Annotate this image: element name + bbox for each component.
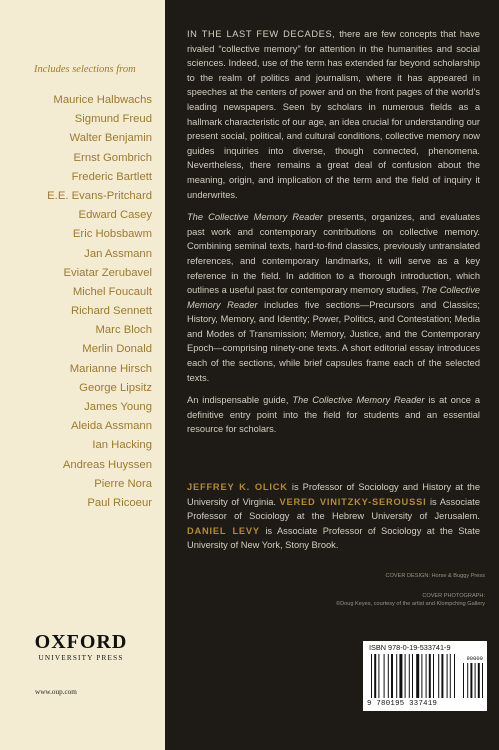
selections-heading: Includes selections from	[34, 64, 136, 75]
back-cover-main	[165, 0, 499, 750]
publisher-url: www.oup.com	[35, 688, 77, 696]
contributor-name: Pierre Nora	[94, 477, 152, 490]
editor-name: JEFFREY K. OLICK	[187, 482, 288, 492]
contributor-name: Marianne Hirsch	[69, 362, 152, 375]
back-cover-sidebar	[0, 0, 165, 750]
editor-name: VERED VINITZKY-SEROUSSI	[279, 496, 427, 507]
book-title-italic: The Collective Memory Reader	[187, 285, 481, 310]
publisher-logo	[26, 632, 136, 662]
book-title-italic: The Collective Memory Reader	[187, 212, 323, 223]
publisher-name: OXFORD	[34, 631, 128, 653]
isbn-barcode	[363, 641, 487, 711]
cover-design-credit: COVER DESIGN: Horse & Buggy Press	[385, 573, 485, 579]
contributor-name: Edward Casey	[78, 209, 152, 222]
editor-name: DANIEL LEVY	[187, 525, 260, 536]
contributor-name: James Young	[84, 401, 152, 413]
contributor-name: Frederic Bartlett	[71, 170, 152, 183]
contributor-list	[47, 91, 152, 513]
contributor-name: Ian Hacking	[92, 439, 152, 452]
contributor-name: Sigmund Freud	[74, 113, 152, 126]
contributor-name: Andreas Huyssen	[62, 458, 152, 471]
contributor-name: Marc Bloch	[95, 324, 152, 337]
contributor-name: Walter Benjamin	[69, 132, 152, 145]
publisher-subtitle: UNIVERSITY PRESS	[38, 654, 124, 662]
description-paragraph-1: IN THE LAST FEW DECADES, there are few concepts that have rivaled “collective memory” for attention in the humanities and social sciences. Indeed, use of the term has extended far beyond scholarship to the realm of politics and journalism, where it has appeared in speeches at the centers of power and on the front pages of the world’s leading newspapers. Seen by scholars in numerous fields as a hallmark characteristic of our age, an idea crucial for understanding our present social, political, and cultural conditions, collective memory now guides inquiries into diverse, though connected, phenomena. Nevertheless, there remains a great deal of confusion about the meaning, origin, and implication of the term and the field of inquiry it underwrites.	[187, 29, 481, 200]
barcode-digits: 9 780195 337419	[367, 700, 438, 708]
description-paragraph-3: An indispensable guide, The Collective Memory Reader is at once a definitive entry point into the field for students and an essential resource for scholars.	[187, 395, 481, 435]
contributor-name: E.E. Evans-Pritchard	[47, 189, 152, 202]
price-code: 90000	[466, 655, 483, 662]
lead-in-caps: IN THE LAST FEW DECADES,	[187, 29, 336, 39]
contributor-name: Eviatar Zerubavel	[63, 266, 152, 279]
contributor-name: Michel Foucault	[72, 285, 152, 298]
contributor-name: Maurice Halbwachs	[53, 94, 152, 106]
contributor-name: Eric Hobsbawm	[72, 228, 152, 241]
book-description	[187, 27, 480, 445]
contributor-name: Aleida Assmann	[70, 420, 152, 433]
cover-photo-credit: COVER PHOTOGRAPH: ©Doug Keyes, courtesy of the artist and Klompching Gallery	[335, 593, 485, 607]
editor-bios: JEFFREY K. OLICK is Professor of Sociology and History at the University of Virginia. VERED VINITZKY-SEROUSSI is Associate Professor of Sociology at the Hebrew University of Jerusalem. DANIEL LEVY is Associate Professor of Sociology at the State University of New York, Stony Brook.	[187, 482, 481, 551]
contributor-name: Richard Sennett	[70, 305, 152, 318]
isbn-label: ISBN 978-0-19-533741-9	[369, 643, 451, 652]
description-paragraph-2: The Collective Memory Reader presents, organizes, and evaluates past work and contemporary contributions on collective memory. Combining seminal texts, hard-to-find classics, previously untranslated references, and contemporary landmarks, it will serve as a key reference in the field. In addition to a thorough introduction, which outlines a useful past for contemporary memory studies, The Collective Memory Reader includes five sections—Precursors and Classics; History, Memory, and Identity; Power, Politics, and Contestation; Media and Modes of Transmission; Memory, Justice, and the Contemporary Epoch—comprising ninety-one texts. A short editorial essay introduces each of the sections, while brief capsules frame each of the selected texts.	[187, 212, 481, 383]
contributor-name: Ernst Gombrich	[73, 151, 152, 164]
contributor-name: Merlin Donald	[82, 343, 152, 356]
book-title-italic: The Collective Memory Reader	[292, 395, 425, 406]
contributor-name: Paul Ricoeur	[87, 496, 152, 509]
contributor-name: George Lipsitz	[79, 381, 152, 394]
contributor-name: Jan Assmann	[84, 247, 152, 260]
